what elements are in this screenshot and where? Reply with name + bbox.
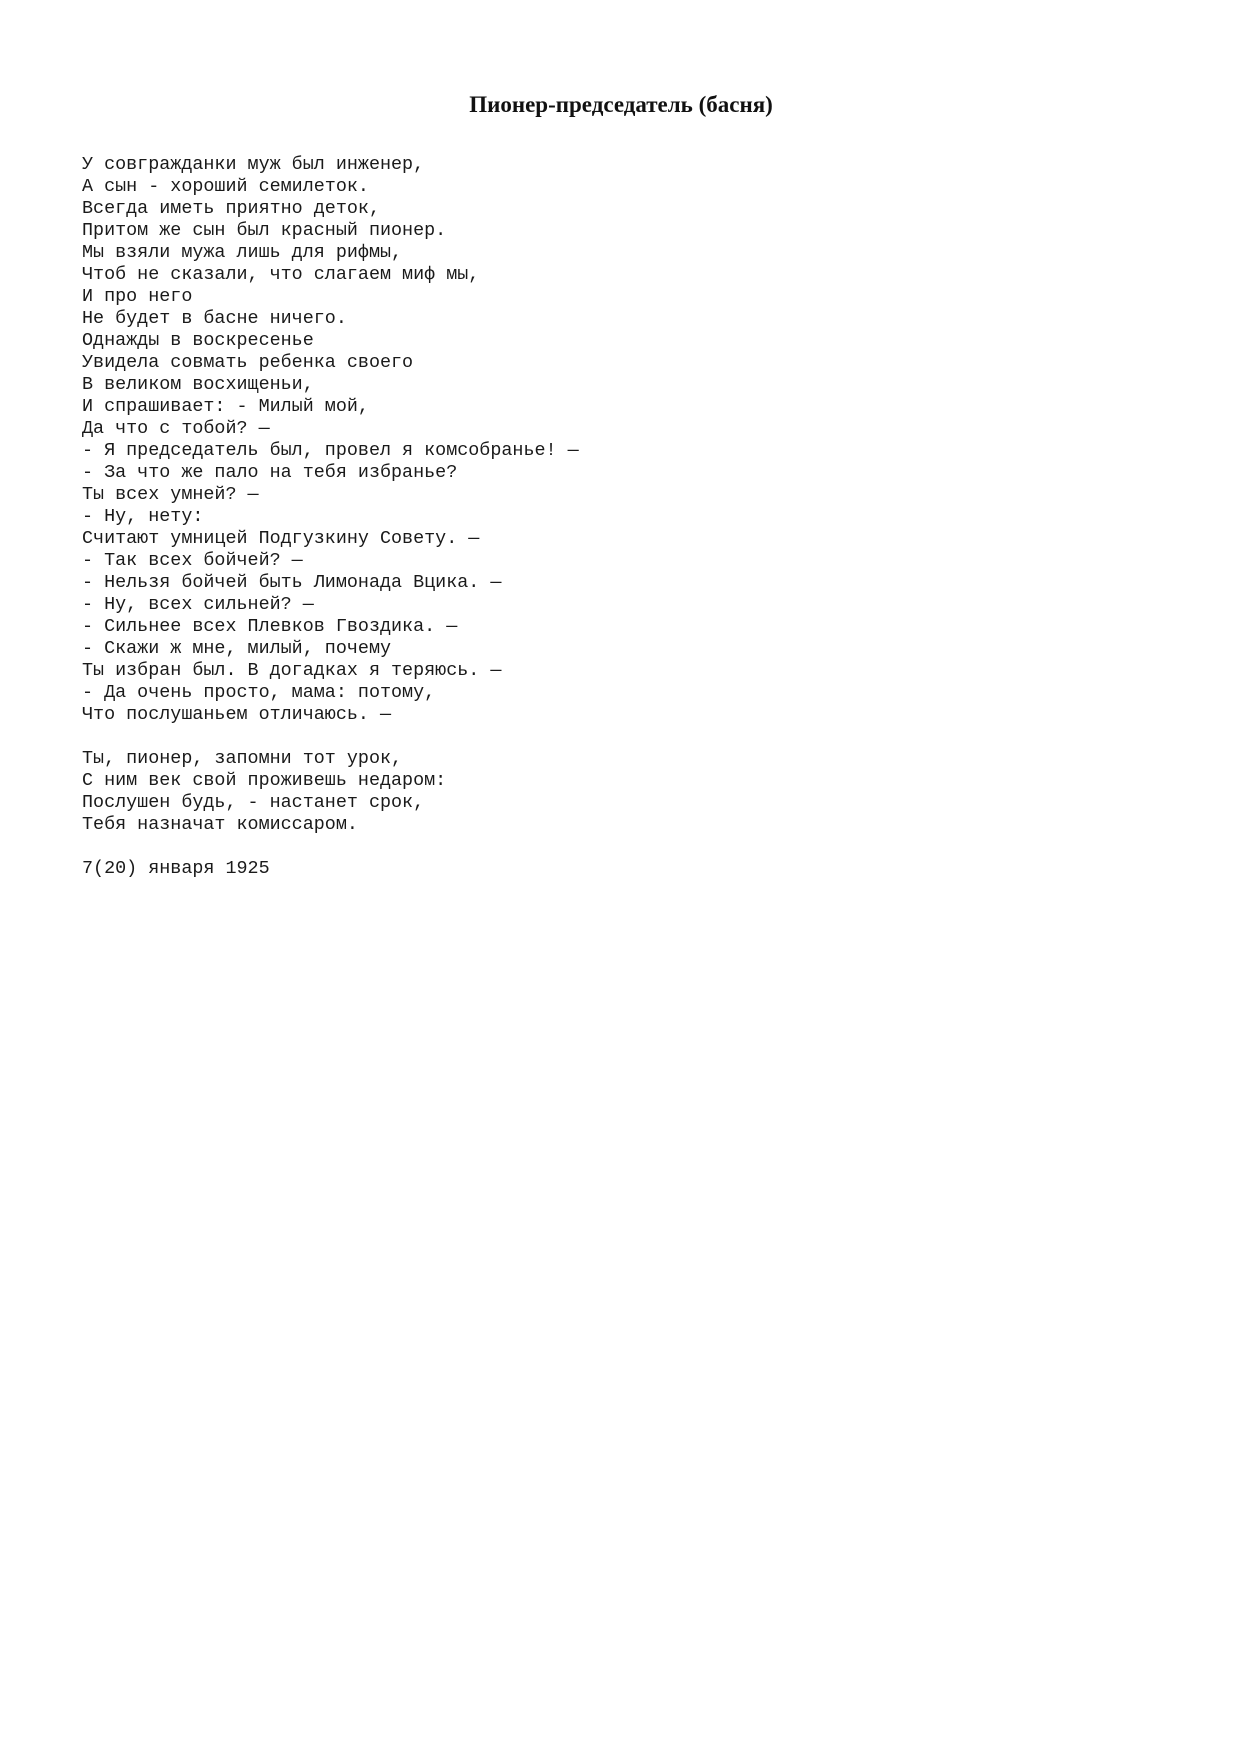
poem-line: Считают умницей Подгузкину Совету. — <box>82 528 480 549</box>
poem-line: Что послушаньем отличаюсь. — <box>82 704 392 725</box>
poem-line: - Да очень просто, мама: потому, <box>82 682 436 703</box>
poem-line: Не будет в басне ничего. <box>82 308 347 329</box>
poem-line: А сын - хороший семилеток. <box>82 176 369 197</box>
poem-line: Ты всех умней? — <box>82 484 259 505</box>
page-title: Пионер-председатель (басня) <box>469 92 773 117</box>
poem-line: Да что с тобой? — <box>82 418 270 439</box>
poem-line: - Так всех бойчей? — <box>82 550 303 571</box>
poem-line: - Ну, всех сильней? — <box>82 594 314 615</box>
poem-line: В великом восхищеньи, <box>82 374 314 395</box>
poem-line: Увидела совмать ребенка своего <box>82 352 414 373</box>
poem-line: - Ну, нету: <box>82 506 204 527</box>
poem-line: - Скажи ж мне, милый, почему <box>82 638 392 659</box>
poem-line: И спрашивает: - Милый мой, <box>82 396 369 417</box>
poem-line: Всегда иметь приятно деток, <box>82 198 380 219</box>
poem-line: У совгражданки муж был инженер, <box>82 154 425 175</box>
poem-line: - Нельзя бойчей быть Лимонада Вцика. — <box>82 572 502 593</box>
poem-line: И про него <box>82 286 193 307</box>
poem-line: Ты избран был. В догадках я теряюсь. — <box>82 660 502 681</box>
poem-line: Мы взяли мужа лишь для рифмы, <box>82 242 403 263</box>
poem-body <box>82 154 579 880</box>
stanza-1 <box>82 154 579 726</box>
stanza-2 <box>82 748 579 836</box>
poem-line: Однажды в воскресенье <box>82 330 314 351</box>
poem-line: Ты, пионер, запомни тот урок, <box>82 748 403 769</box>
poem-date: 7(20) января 1925 <box>82 858 270 879</box>
poem-line: - Сильнее всех Плевков Гвоздика. — <box>82 616 458 637</box>
poem-line: Послушен будь, - настанет срок, <box>82 792 425 813</box>
poem-line: - За что же пало на тебя избранье? <box>82 462 458 483</box>
poem-line: Тебя назначат комиссаром. <box>82 814 358 835</box>
poem-line: Чтоб не сказали, что слагаем миф мы, <box>82 264 480 285</box>
poem-line: - Я председатель был, провел я комсобранье! — <box>82 440 579 461</box>
poem-line: С ним век свой проживешь недаром: <box>82 770 447 791</box>
poem-line: Притом же сын был красный пионер. <box>82 220 447 241</box>
